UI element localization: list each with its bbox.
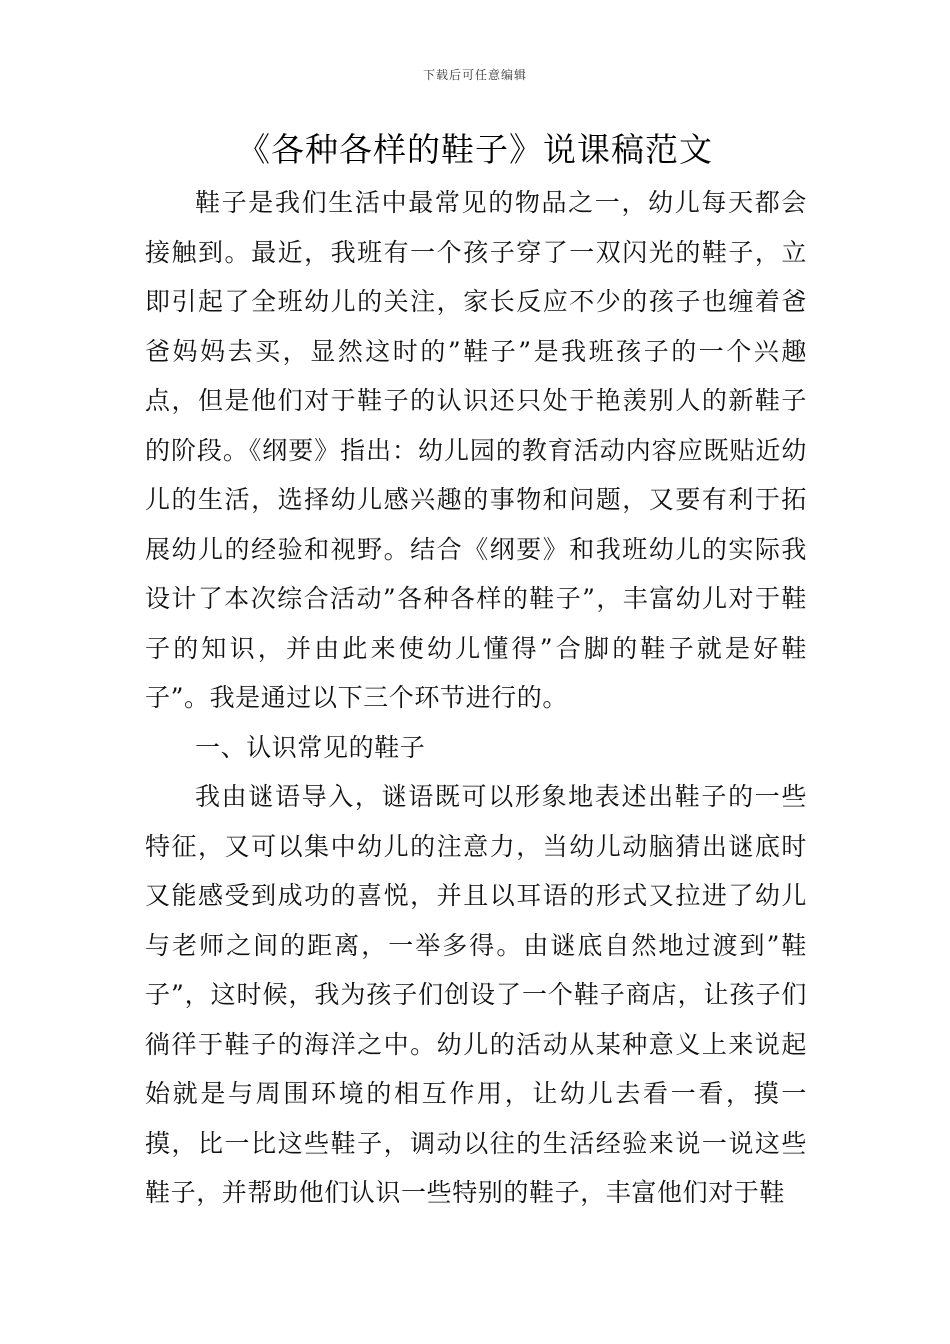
section-heading: 一、认识常见的鞋子 xyxy=(195,732,426,762)
document-body xyxy=(145,178,807,1218)
paragraph-section-one: 我由谜语导入，谜语既可以形象地表述出鞋子的一些特征，又可以集中幼儿的注意力，当幼儿动脑猜出谜底时又能感受到成功的喜悦，并且以耳语的形式又拉进了幼儿与老师之间的距离，一举多得。由谜底自然地过渡到”鞋子”，这时候，我为孩子们创设了一个鞋子商店，让孩子们徜徉于鞋子的海洋之中。幼儿的活动从某种意义上来说起始就是与周围环境的相互作用，让幼儿去看一看，摸一摸，比一比这些鞋子，调动以往的生活经验来说一说这些鞋子，并帮助他们认识一些特别的鞋子，丰富他们对于鞋 xyxy=(145,782,807,1207)
document-title: 《各种各样的鞋子》说课稿范文 xyxy=(237,130,713,169)
header-note: 下载后可任意编辑 xyxy=(422,68,527,82)
paragraph-intro: 鞋子是我们生活中最常见的物品之一，幼儿每天都会接触到。最近，我班有一个孩子穿了一双闪光的鞋子，立即引起了全班幼儿的关注，家长反应不少的孩子也缠着爸爸妈妈去买，显然这时的”鞋子”是我班孩子的一个兴趣点，但是他们对于鞋子的认识还只处于艳羡别人的新鞋子的阶段。《纲要》指出：幼儿园的教育活动内容应既贴近幼儿的生活，选择幼儿感兴趣的事物和问题，又要有利于拓展幼儿的经验和视野。结合《纲要》和我班幼儿的实际我设计了本次综合活动”各种各样的鞋子”，丰富幼儿对于鞋子的知识，并由此来使幼儿懂得”合脚的鞋子就是好鞋子”。我是通过以下三个环节进行的。 xyxy=(145,188,807,712)
